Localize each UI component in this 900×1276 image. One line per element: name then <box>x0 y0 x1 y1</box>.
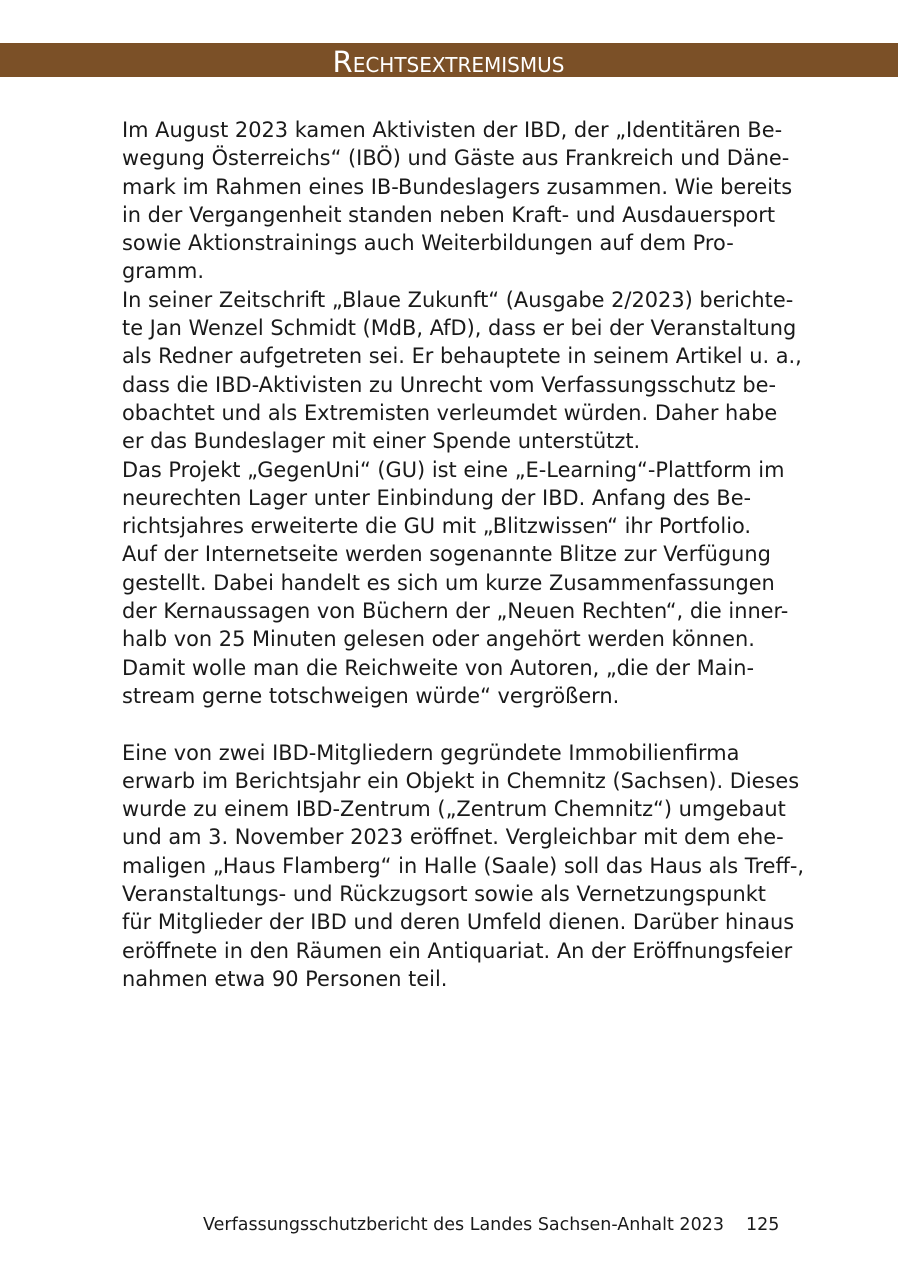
text-line: wegung Österreichs“ (IBÖ) und Gäste aus Frankreich und Däne- <box>122 146 790 171</box>
text-line: der Kernaussagen von Büchern der „Neuen Rechten“, die inner- <box>122 599 789 624</box>
text-line: richtsjahres erweiterte die GU mit „Blitzwissen“ ihr Portfolio. <box>122 514 752 539</box>
text-line: stream gerne totschweigen würde“ vergrößern. <box>122 683 620 708</box>
text-line: wurde zu einem IBD-Zentrum („Zentrum Chemnitz“) umgebaut <box>122 797 786 822</box>
text-line: erwarb im Berichtsjahr ein Objekt in Chemnitz (Sachsen). Dieses <box>122 768 800 793</box>
text-line: sowie Aktionstrainings auch Weiterbildungen auf dem Pro- <box>122 231 734 256</box>
text-line: er das Bundeslager mit einer Spende unterstützt. <box>122 429 641 454</box>
text-line: mark im Rahmen eines IB-Bundeslagers zusammen. Wie bereits <box>122 174 793 199</box>
footer-publication-title: Verfassungsschutzbericht des Landes Sachsen-Anhalt 2023 <box>203 1215 724 1235</box>
text-line: halb von 25 Minuten gelesen oder angehört werden können. <box>122 627 755 652</box>
text-line: und am 3. November 2023 eröffnet. Vergleichbar mit dem ehe- <box>122 825 784 850</box>
text-line: für Mitglieder der IBD und deren Umfeld dienen. Darüber hinaus <box>122 910 795 935</box>
text-line: gestellt. Dabei handelt es sich um kurze Zusammenfassungen <box>122 570 775 595</box>
text-line: Damit wolle man die Reichweite von Autoren, „die der Main- <box>122 655 754 680</box>
text-line: maligen „Haus Flamberg“ in Halle (Saale) soll das Haus als Treff-, <box>122 853 805 878</box>
text-line: obachtet und als Extremisten verleumdet würden. Daher habe <box>122 400 778 425</box>
text-line: In seiner Zeitschrift „Blaue Zukunft“ (Ausgabe 2/2023) berichte- <box>122 287 794 312</box>
text-line: neurechten Lager unter Einbindung der IBD. Anfang des Be- <box>122 485 752 510</box>
text-line: dass die IBD-Aktivisten zu Unrecht vom Verfassungsschutz be- <box>122 372 777 397</box>
paragraph-spacer <box>122 710 812 738</box>
text-line: Eine von zwei IBD-Mitgliedern gegründete Immobilienfirma <box>122 740 740 765</box>
text-line: nahmen etwa 90 Personen teil. <box>122 966 448 991</box>
body-text <box>122 116 812 993</box>
text-line: Im August 2023 kamen Aktivisten der IBD, der „Identitären Be- <box>122 118 783 142</box>
text-line: te Jan Wenzel Schmidt (MdB, AfD), dass er bei der Veranstaltung <box>122 316 797 341</box>
text-line: eröffnete in den Räumen ein Antiquariat. An der Eröffnungsfeier <box>122 938 793 963</box>
text-line: gramm. <box>122 259 204 284</box>
section-title: Rechtsextremismus <box>332 45 565 79</box>
page-number: 125 <box>746 1215 780 1235</box>
text-line: Auf der Internetseite werden sogenannte Blitze zur Verfügung <box>122 542 771 567</box>
text-line: Veranstaltungs- und Rückzugsort sowie als Vernetzungspunkt <box>122 882 766 907</box>
text-line: als Redner aufgetreten sei. Er behauptete in seinem Artikel u. a., <box>122 344 802 369</box>
text-line: in der Vergangenheit standen neben Kraft- und Ausdauersport <box>122 202 776 227</box>
text-line: Das Projekt „GegenUni“ (GU) ist eine „E-Learning“-Plattform im <box>122 457 785 482</box>
